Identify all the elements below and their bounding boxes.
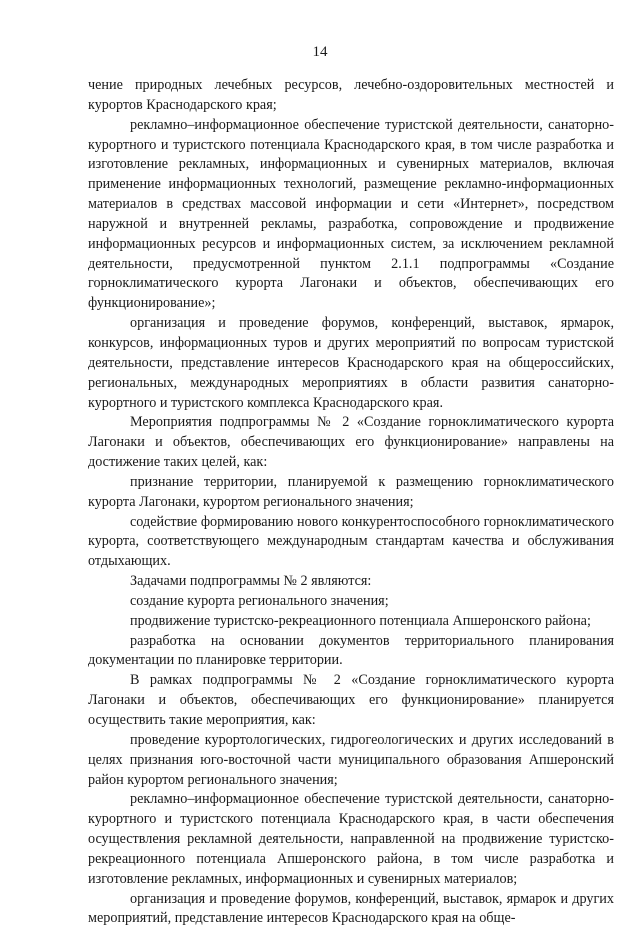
paragraph: продвижение туристско-рекреационного потенциала Апшеронского района; [130,612,591,629]
body-text [88,76,614,929]
paragraph: Задачами подпрограммы № 2 являются: [130,573,372,590]
paragraph: разработка на основании документов территориального планирования документации по планировке территории. [88,632,614,669]
paragraph: содействие формированию нового конкурентоспособного горноклиматического курорта, соответствующего международным стандартам качества и обслуживания отдыхающих. [88,513,614,570]
paragraph: признание территории, планируемой к размещению горноклиматического курорта Лагонаки, курортом регионального значения; [88,473,614,510]
paragraph: создание курорта регионального значения; [130,592,389,609]
paragraph: Мероприятия подпрограммы № 2 «Создание горноклиматического курорта Лагонаки и объектов, обеспечивающих его функционирование» направлены на достижение таких целей, как: [88,414,614,471]
paragraph: чение природных лечебных ресурсов, лечебно-оздоровительных местностей и курортов Краснодарского края; [88,77,614,113]
paragraph: рекламно–информационное обеспечение туристской деятельности, санаторно-курортного и туристского потенциала Краснодарского края, в том числе разработка и изготовление рекламных, информационных и сувенирных материалов, включая применение информационных технологий, размещение рекламно-информационных материалов в средствах массовой информации и сети «Интернет», посредством наружной и внутренней рекламы, разработка, сопровождение и продвижение информационных ресурсов и информационных систем, за исключением рекламной деятельности, предусмотренной пунктом 2.1.1 подпрограммы «Создание горноклиматического курорта Лагонаки и объектов, обеспечивающих его функционирование»; [88,116,614,312]
paragraph: В рамках подпрограммы № 2 «Создание горноклиматического курорта Лагонаки и объектов, обеспечивающих его функционирование» планируется осуществить такие мероприятия, как: [88,672,614,728]
paragraph: организация и проведение форумов, конференций, выставок, ярмарок, конкурсов, информационных туров и других мероприятий по вопросам туристской деятельности, представление интересов Краснодарского края на общероссийских, региональных, международных мероприятиях в области развития санаторно-курортного и туристского комплекса Краснодарского края. [88,315,614,411]
paragraph: проведение курортологических, гидрогеологических и других исследований в целях признания юго-восточной части муниципального образования Апшеронский район курортом регионального значения; [88,731,614,788]
paragraph: организация и проведение форумов, конференций, выставок, ярмарок и других мероприятий, представление интересов Краснодарского края на обще- [88,890,614,927]
page-number: 14 [312,44,328,60]
paragraph: рекламно–информационное обеспечение туристской деятельности, санаторно-курортного и туристского потенциала Краснодарского края, в части обеспечения осуществления рекламной деятельности, направленной на продвижение туристско-рекреационного потенциала Апшеронского района, в том числе разработка и изготовление рекламных, информационных и сувенирных материалов; [88,791,614,887]
